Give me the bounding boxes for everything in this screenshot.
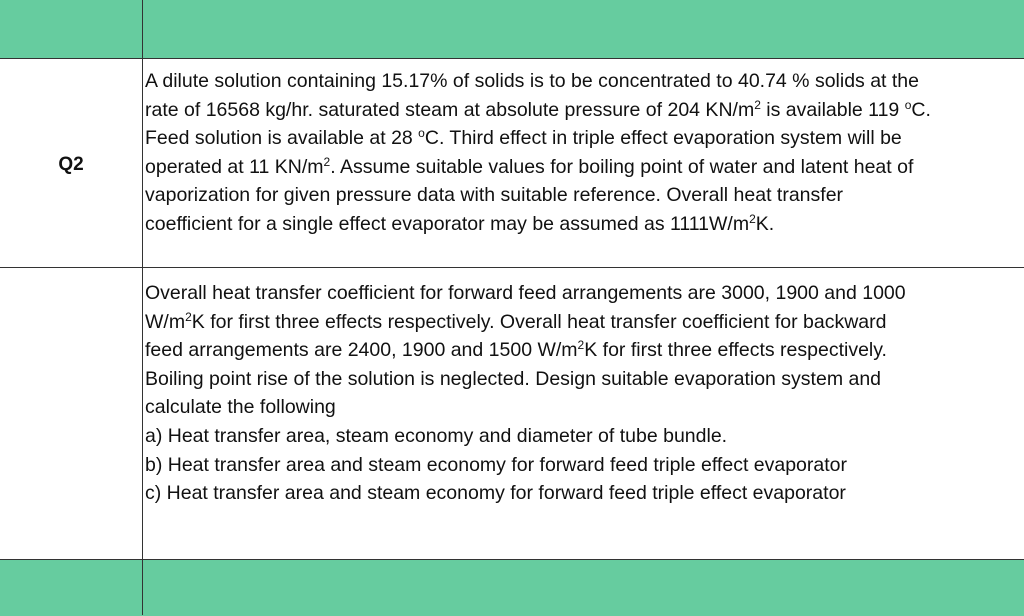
text-segment: C. Third effect in triple effect evaporation system will be [424, 127, 902, 150]
row-divider [0, 267, 1024, 268]
superscript: 2 [749, 211, 756, 226]
superscript: 2 [577, 338, 585, 353]
text-line [145, 124, 1015, 153]
text-segment: A dilute solution containing 15.17% of solids is to be concentrated to 40.74 % solids at the [145, 70, 920, 92]
text-line [145, 67, 1015, 96]
text-line [145, 210, 1015, 239]
table-header-band [0, 0, 1024, 59]
text-line [145, 393, 1015, 422]
text-segment: c) Heat transfer area and steam economy for forward feed triple effect evaporator [145, 482, 846, 505]
superscript: o [418, 126, 425, 141]
text-segment: a) Heat transfer area, steam economy and diameter of tube bundle. [145, 424, 728, 447]
text-line [145, 153, 1015, 182]
text-line [145, 365, 1015, 394]
column-divider [142, 0, 143, 615]
text-line [145, 422, 1015, 451]
text-segment: rate of 16568 kg/hr. saturated steam at absolute pressure of 204 KN/m [145, 98, 755, 121]
text-segment: calculate the following [145, 396, 336, 419]
text-line [145, 308, 1015, 337]
text-segment: K for first three effects respectively. Overall heat transfer coefficient for backward [191, 310, 887, 333]
question-tasks [145, 279, 1015, 508]
text-line [145, 96, 1015, 125]
table-footer-band [0, 559, 1024, 616]
text-segment: feed arrangements are 2400, 1900 and 1500 W/m [145, 339, 578, 362]
superscript: o [904, 97, 912, 112]
superscript: 2 [754, 97, 761, 112]
text-segment: operated at 11 KN/m [145, 155, 324, 178]
question-number: Q2 [58, 154, 84, 175]
superscript: 2 [185, 309, 192, 324]
text-segment: W/m [145, 310, 186, 333]
text-line [145, 479, 1015, 508]
text-line [145, 336, 1015, 365]
text-segment: . Assume suitable values for boiling point of water and latent heat of [330, 155, 914, 178]
text-line [145, 279, 1015, 308]
text-line [145, 451, 1015, 480]
text-segment: Overall heat transfer coefficient for forward feed arrangements are 3000, 1900 and 1000 [145, 282, 906, 304]
question-statement [145, 67, 1015, 239]
text-segment: vaporization for given pressure data with suitable reference. Overall heat transfer [145, 184, 844, 207]
text-segment: K. [755, 212, 775, 235]
text-segment: coefficient for a single effect evaporator may be assumed as 1111W/m [145, 212, 750, 235]
text-segment: is available 119 [760, 98, 905, 121]
text-segment: C. [911, 98, 931, 121]
text-segment: b) Heat transfer area and steam economy for forward feed triple effect evaporator [145, 453, 847, 476]
text-line [145, 181, 1015, 210]
text-segment: Boiling point rise of the solution is neglected. Design suitable evaporation system and [145, 367, 882, 390]
text-segment: Feed solution is available at 28 [145, 127, 419, 150]
text-segment: K for first three effects respectively. [584, 339, 887, 362]
superscript: 2 [323, 154, 331, 169]
